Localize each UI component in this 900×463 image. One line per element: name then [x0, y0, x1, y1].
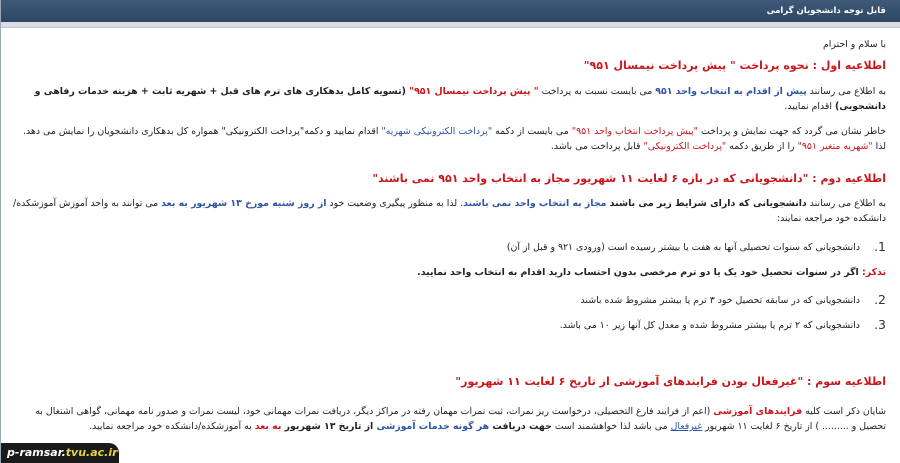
list-item: 3. دانشجویانی که ۲ ترم یا بیشتر مشروط شده و معدل کل آنها زیر ۱۰ می باشد. [559, 317, 886, 332]
greeting: با سلام و احترام [823, 39, 886, 50]
notice3-paragraph: شایان ذکر است کلیه فرایندهای آموزشی (اعم از فرایند فارغ التحصیلی، درخواست ریز نمرات، ثبت نمرات مهمان رفته در مراکز دیگر، دریافت نمرات مهمانی خود، لیست نمرات و صدور نامه مهمانی، گواهی اشتغال به تحصیل و ......... ) از تاریخ ۶ لغایت ۱۱ شهریور غیرفعال می باشد لذا خواهشمند است جهت دریافت هر گونه خدمات آموزشی از تاریخ ۱۳ شهریور به بعد به آموزشکده/دانشکده خود مراجعه نمایید. [35, 406, 886, 432]
notice2-paragraph: به اطلاع می رسانند دانشجویانی که دارای شرایط زیر می باشند مجاز به انتخاب واحد نمی باشند. لذا به منظور پیگیری وضعیت خود از روز شنبه مورخ ۱۳ شهریور به بعد می توانند به واحد آموزش آموزشکده/دانشکده خود مراجعه نمایند: [13, 198, 886, 224]
reminder: تذکر: اگر در سنوات تحصیل خود یک یا دو ترم مرخصی بدون احتساب دارید اقدام به انتخاب واحد نمایید. [417, 267, 886, 278]
list-item: 1. دانشجویانی که سنوات تحصیلی آنها به هفت یا بیشتر رسیده است (ورودی ۹۲۱ و قبل از آن) [506, 239, 886, 254]
panel-title: قابل توجه دانشجویان گرامی [1, 0, 900, 22]
list-number: 2. [874, 292, 886, 307]
list-number: 1. [874, 239, 886, 254]
notice3-heading: اطلاعیه سوم : "غیرفعال بودن فرایندهای آموزشی از تاریخ ۶ لغایت ۱۱ شهریور" [455, 375, 886, 388]
site-watermark-logo: p-ramsar.tvu.ac.ir [1, 443, 119, 463]
notice1-paragraph1: به اطلاع می رسانند پیش از اقدام به انتخاب واحد ۹۵۱ می بایست نسبت به پرداخت " پیش پرداخت نیمسال ۹۵۱" (تسویه کامل بدهکاری های ترم های قبل + شهریه ثابت + هزینه خدمات رفاهی و دانشجویی) اقدام نمایید. [34, 86, 886, 112]
notice2-heading: اطلاعیه دوم : "دانشجویانی که در بازه ۶ لغایت ۱۱ شهریور مجاز به انتخاب واحد ۹۵۱ نمی باشند" [372, 172, 886, 185]
notice1-paragraph2: خاطر نشان می گردد که جهت نمایش و پرداخت "پیش پرداخت انتخاب واحد ۹۵۱" می بایست از دکمه "پرداخت الکترونیکی شهریه" اقدام نمایید و دکمه"پرداخت الکترونیکی" همواره کل بدهکاری دانشجویان را نمایش می دهد. لذا "شهریه متغیر ۹۵۱" را از طریق دکمه "پرداخت الکترونیکی" قابل پرداخت می باشد. [23, 126, 886, 152]
list-number: 3. [874, 317, 886, 332]
list-item: 2. دانشجویانی که در سابقه تحصیل خود ۳ ترم یا بیشتر مشروط شده باشند [580, 292, 886, 307]
panel-subbar [1, 22, 900, 28]
notice1-heading: اطلاعیه اول : نحوه پرداخت " پیش پرداخت نیمسال ۹۵۱" [583, 59, 886, 72]
